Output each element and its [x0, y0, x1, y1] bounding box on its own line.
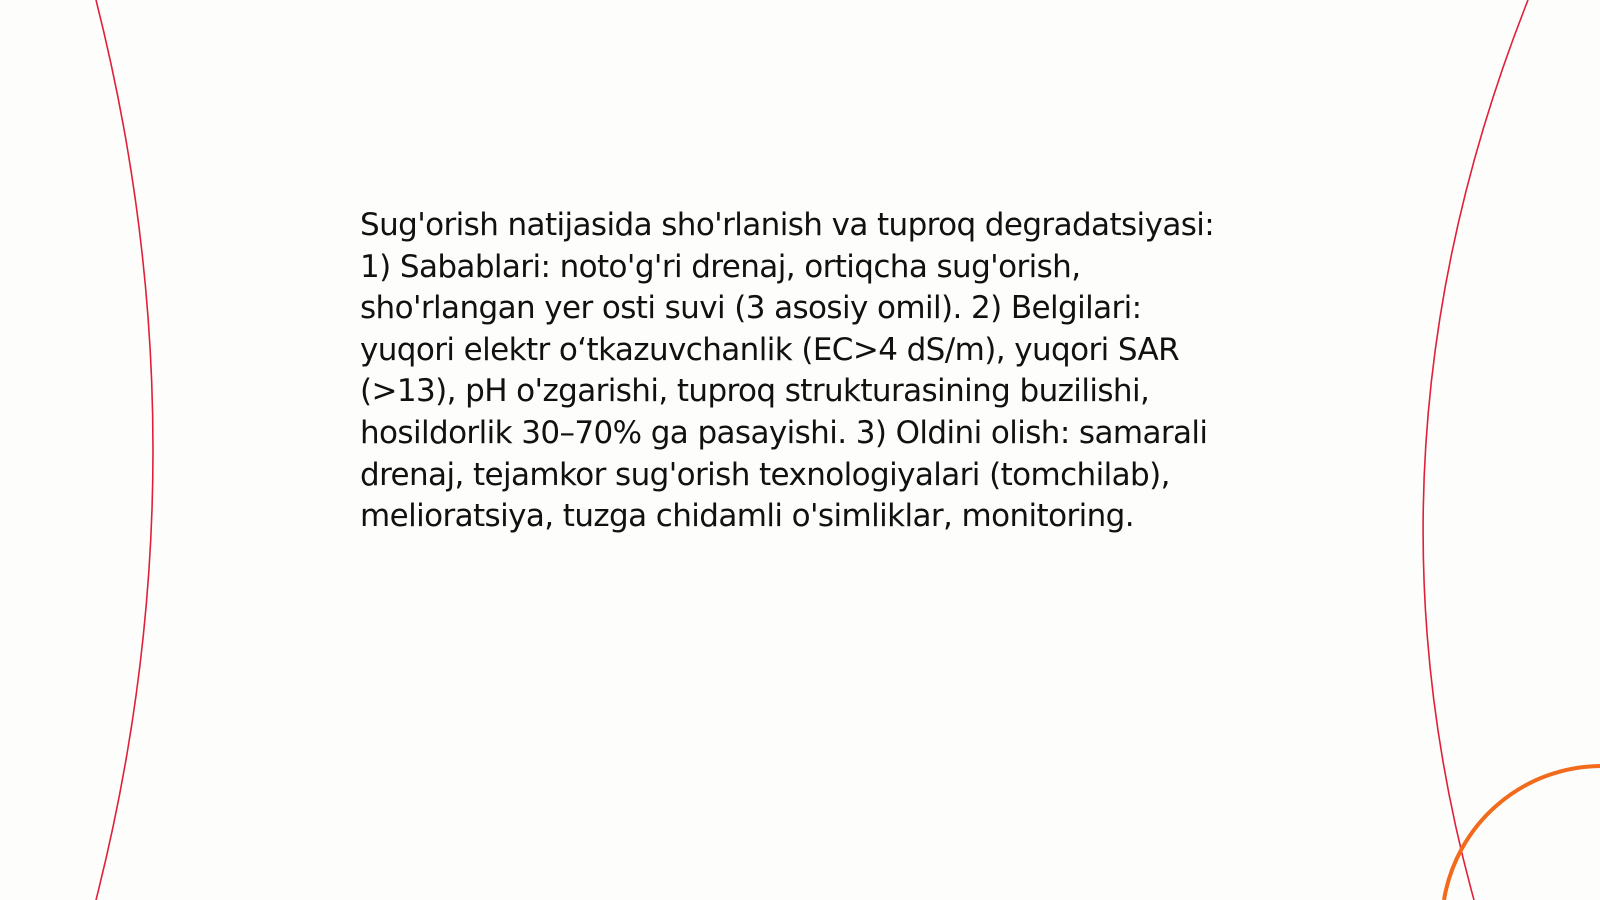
slide-body-text: Sug'orish natijasida sho'rlanish va tuproq degradatsiyasi: 1) Sabablari: noto'g'ri drenaj, ortiqcha sug'orish, sho'rlangan yer osti suvi (3 asosiy omil). 2) Belgilari: yuqori elektr o‘tkazuvchanlik (EC>4 dS/m), yuqori SAR (>13), pH o'zgarishi, tuproq strukturasining buzilishi, hosildorlik 30–70% ga pasayishi. 3) Oldini olish: samarali drenaj, tejamkor sug'orish texnologiyalari (tomchilab), melioratsiya, tuzga chidamli o'simliklar, monitoring.: [360, 207, 1215, 535]
right-red-arc: [1423, 0, 1528, 900]
left-red-arc: [96, 0, 153, 900]
orange-circle-arc: [1444, 766, 1600, 900]
